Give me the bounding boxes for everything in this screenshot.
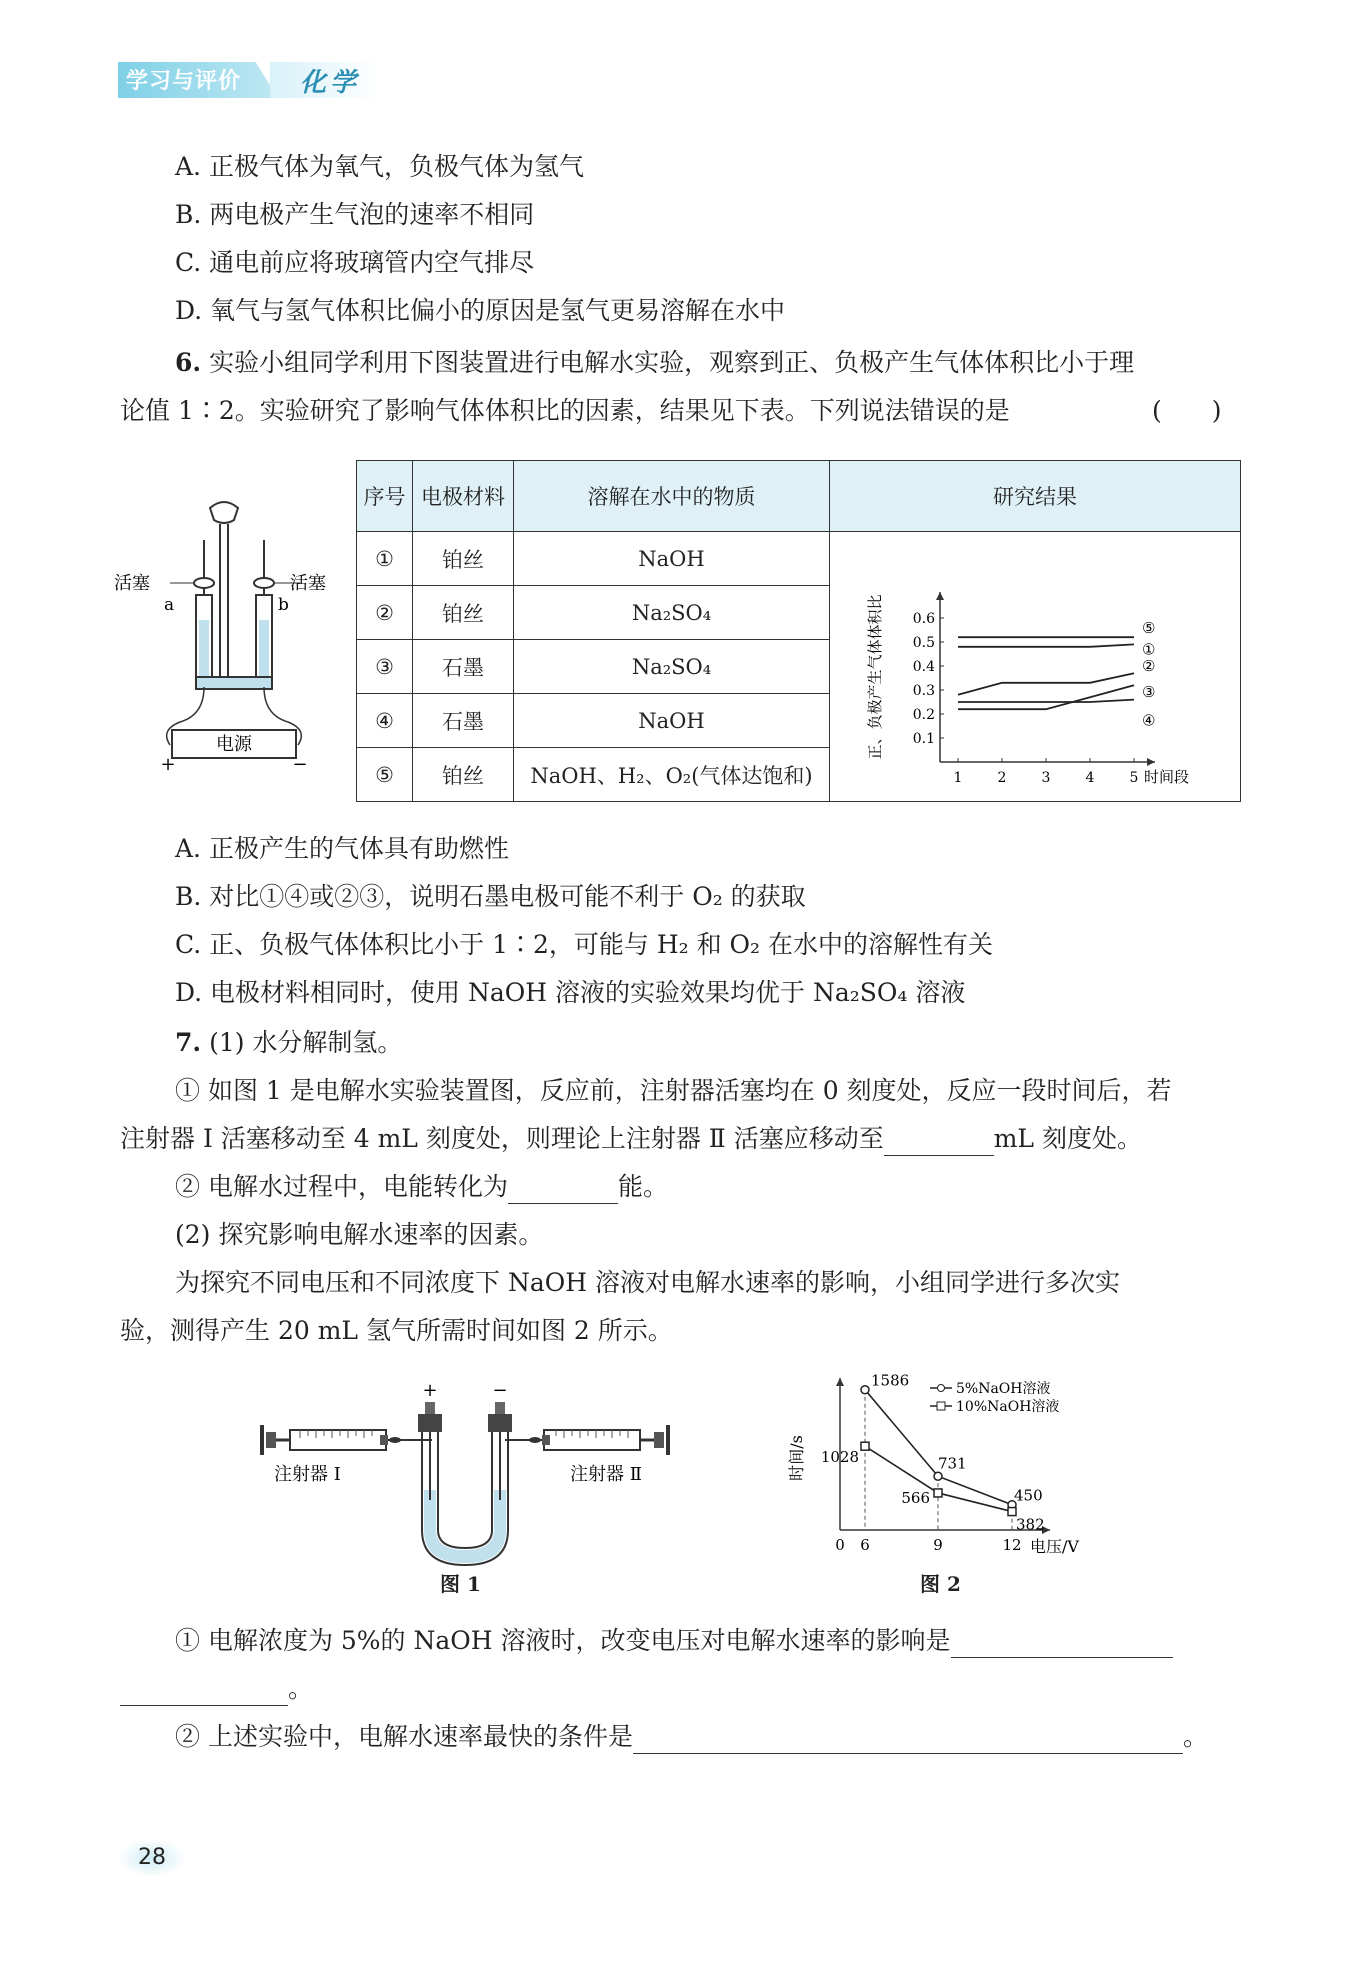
data-label: 731 bbox=[938, 1454, 967, 1473]
power-label: 电源 bbox=[216, 734, 252, 755]
q5-option-d: D. 氧气与氢气体积比偏小的原因是氢气更易溶解在水中 bbox=[175, 296, 786, 325]
data-point bbox=[934, 1489, 942, 1497]
x-tick-label: 5 bbox=[1129, 769, 1139, 786]
q6-answer-bracket: ( ) bbox=[1152, 396, 1222, 425]
legend-label: 5%NaOH溶液 bbox=[956, 1381, 1051, 1397]
power-minus: − bbox=[292, 754, 308, 770]
q7-number: 7. bbox=[175, 1028, 202, 1057]
y-tick-label: 0.6 bbox=[912, 610, 935, 627]
y-axis-label: 时间/s bbox=[787, 1435, 806, 1481]
series-line-5 bbox=[958, 699, 1134, 701]
q7-part1-title: 7. (1) 水分解制氢。 bbox=[175, 1028, 403, 1057]
data-point bbox=[861, 1386, 869, 1394]
x-tick-label: 1 bbox=[953, 769, 963, 786]
figure1-u-tube-syringes bbox=[250, 1380, 680, 1580]
x-tick-label: 3 bbox=[1041, 769, 1051, 786]
x-axis-label: 电压/V bbox=[1030, 1537, 1079, 1556]
y-tick-label: 0.2 bbox=[912, 706, 935, 723]
answer-blank-voltage-effect-cont[interactable] bbox=[120, 1675, 288, 1706]
q7-question-a-cont: 。 bbox=[120, 1672, 313, 1706]
label-b: b bbox=[278, 595, 289, 615]
answer-blank-syringe[interactable] bbox=[884, 1125, 994, 1156]
series-label: ② bbox=[1142, 656, 1156, 675]
x-tick-label: 6 bbox=[860, 1536, 870, 1554]
legend-marker bbox=[938, 1385, 945, 1392]
q7-question-b: ② 上述实验中，电解水速率最快的条件是 。 bbox=[175, 1720, 1208, 1754]
q7-part2-title: (2) 探究影响电解水速率的因素。 bbox=[175, 1220, 544, 1249]
data-label: 566 bbox=[901, 1488, 930, 1507]
y-tick-label: 0.3 bbox=[912, 682, 935, 699]
table-row: ④ 石墨 NaOH bbox=[357, 694, 1241, 748]
series-line-2 bbox=[958, 644, 1134, 646]
q7-question-a: ① 电解浓度为 5%的 NaOH 溶液时，改变电压对电解水速率的影响是 bbox=[175, 1624, 1173, 1658]
x-axis-arrow bbox=[1147, 758, 1155, 766]
answer-blank-energy[interactable] bbox=[508, 1173, 618, 1204]
data-label: 1028 bbox=[820, 1448, 859, 1467]
y-axis-label: 正、负极产生气体体积比 bbox=[866, 593, 884, 760]
q7-p2: ② 电解水过程中，电能转化为 能。 bbox=[175, 1170, 668, 1204]
power-plus: + bbox=[160, 754, 176, 770]
q5-option-a: A. 正极气体为氧气，负极气体为氢气 bbox=[175, 152, 584, 181]
figure2-caption: 图 2 bbox=[920, 1572, 961, 1596]
q6-option-c: C. 正、负极气体体积比小于 1∶2，可能与 H₂ 和 O₂ 在水中的溶解性有关 bbox=[175, 930, 994, 959]
result-line-chart bbox=[830, 537, 1230, 797]
right-valve-label: 活塞 bbox=[290, 573, 326, 594]
answer-blank-voltage-effect[interactable] bbox=[951, 1627, 1173, 1658]
y-axis-arrow bbox=[836, 1378, 844, 1386]
figure2-line-chart bbox=[770, 1370, 1120, 1560]
left-valve-label: 活塞 bbox=[114, 573, 150, 594]
y-tick-label: 0.1 bbox=[912, 730, 935, 747]
x-axis-label: 时间段 bbox=[1144, 767, 1190, 786]
data-label: 382 bbox=[1016, 1515, 1045, 1534]
fig1-plus: + bbox=[422, 1380, 438, 1401]
legend-label: 10%NaOH溶液 bbox=[956, 1399, 1060, 1415]
experiment-table bbox=[356, 460, 1241, 802]
q6-option-b: B. 对比①④或②③，说明石墨电极可能不利于 O₂ 的获取 bbox=[175, 882, 806, 911]
table-row: ③ 石墨 Na₂SO₄ bbox=[357, 640, 1241, 694]
table-header-row bbox=[357, 461, 1241, 532]
header-electrode: 电极材料 bbox=[413, 461, 514, 532]
legend-marker bbox=[937, 1402, 945, 1410]
q6-option-a: A. 正极产生的气体具有助燃性 bbox=[175, 834, 509, 863]
x-tick-label: 12 bbox=[1002, 1536, 1022, 1554]
data-label: 1586 bbox=[871, 1371, 910, 1390]
electrolysis-apparatus-diagram bbox=[110, 490, 340, 770]
series-label: ④ bbox=[1142, 711, 1156, 730]
q6-number: 6. bbox=[175, 348, 202, 377]
syringe-2-label: 注射器 Ⅱ bbox=[570, 1464, 642, 1485]
header-no: 序号 bbox=[357, 461, 413, 532]
q6-stem-line1: 6. 实验小组同学利用下图装置进行电解水实验，观察到正、负极产生气体体积比小于理 bbox=[175, 348, 1135, 377]
q5-option-c: C. 通电前应将玻璃管内空气排尽 bbox=[175, 248, 535, 277]
x-tick-label: 0 bbox=[835, 1536, 845, 1554]
q5-option-b: B. 两电极产生气泡的速率不相同 bbox=[175, 200, 535, 229]
table-row: ⑤ 铂丝 NaOH、H₂、O₂(气体达饱和) bbox=[357, 748, 1241, 802]
series-label: ① bbox=[1142, 639, 1156, 658]
page-number: 28 bbox=[120, 1840, 184, 1876]
label-a: a bbox=[164, 595, 175, 615]
series-label: ③ bbox=[1142, 682, 1156, 701]
header-series: 学习与评价 bbox=[126, 69, 242, 94]
x-tick-label: 9 bbox=[933, 1536, 943, 1554]
q7-p1-line1: ① 如图 1 是电解水实验装置图，反应前，注射器活塞均在 0 刻度处，反应一段时间后，若 bbox=[175, 1076, 1172, 1105]
series-line-4 bbox=[958, 685, 1134, 709]
x-tick-label: 4 bbox=[1085, 769, 1095, 786]
data-point bbox=[861, 1442, 869, 1450]
syringe-1-label: 注射器 Ⅰ bbox=[274, 1464, 341, 1485]
fig1-minus: − bbox=[492, 1380, 508, 1401]
y-axis-arrow bbox=[936, 592, 944, 600]
q6-option-d: D. 电极材料相同时，使用 NaOH 溶液的实验效果均优于 Na₂SO₄ 溶液 bbox=[175, 978, 966, 1007]
data-point bbox=[934, 1472, 942, 1480]
q6-stem-line2: 论值 1∶2。实验研究了影响气体体积比的因素，结果见下表。下列说法错误的是 bbox=[120, 396, 1010, 425]
table-row: ② 铂丝 Na₂SO₄ bbox=[357, 586, 1241, 640]
answer-blank-fastest-condition[interactable] bbox=[633, 1723, 1183, 1754]
q7-p3-line1: 为探究不同电压和不同浓度下 NaOH 溶液对电解水速率的影响，小组同学进行多次实 bbox=[175, 1268, 1120, 1297]
table-row: ① 铂丝 NaOH 0.1 0.2 0.3 0.4 0.5 0.6 1 2 3 4 5 时间段 正、负极产生气体体积比 ⑤ ① ② ③ ④ bbox=[357, 532, 1241, 586]
result-chart-cell bbox=[830, 532, 1241, 802]
data-point bbox=[1008, 1508, 1016, 1516]
y-tick-label: 0.5 bbox=[912, 634, 935, 651]
x-tick-label: 2 bbox=[997, 769, 1007, 786]
q7-p3-line2: 验，测得产生 20 mL 氢气所需时间如图 2 所示。 bbox=[120, 1316, 673, 1345]
header-result: 研究结果 bbox=[830, 461, 1241, 532]
data-label: 450 bbox=[1014, 1486, 1043, 1505]
q7-p1-line2: 注射器 Ⅰ 活塞移动至 4 mL 刻度处，则理论上注射器 Ⅱ 活塞应移动至 mL 刻度处。 bbox=[120, 1122, 1142, 1156]
y-tick-label: 0.4 bbox=[912, 658, 935, 675]
header-subject: 化学 bbox=[300, 68, 361, 98]
figure1-caption: 图 1 bbox=[440, 1572, 481, 1596]
header-solute: 溶解在水中的物质 bbox=[514, 461, 830, 532]
series-label: ⑤ bbox=[1142, 618, 1156, 637]
